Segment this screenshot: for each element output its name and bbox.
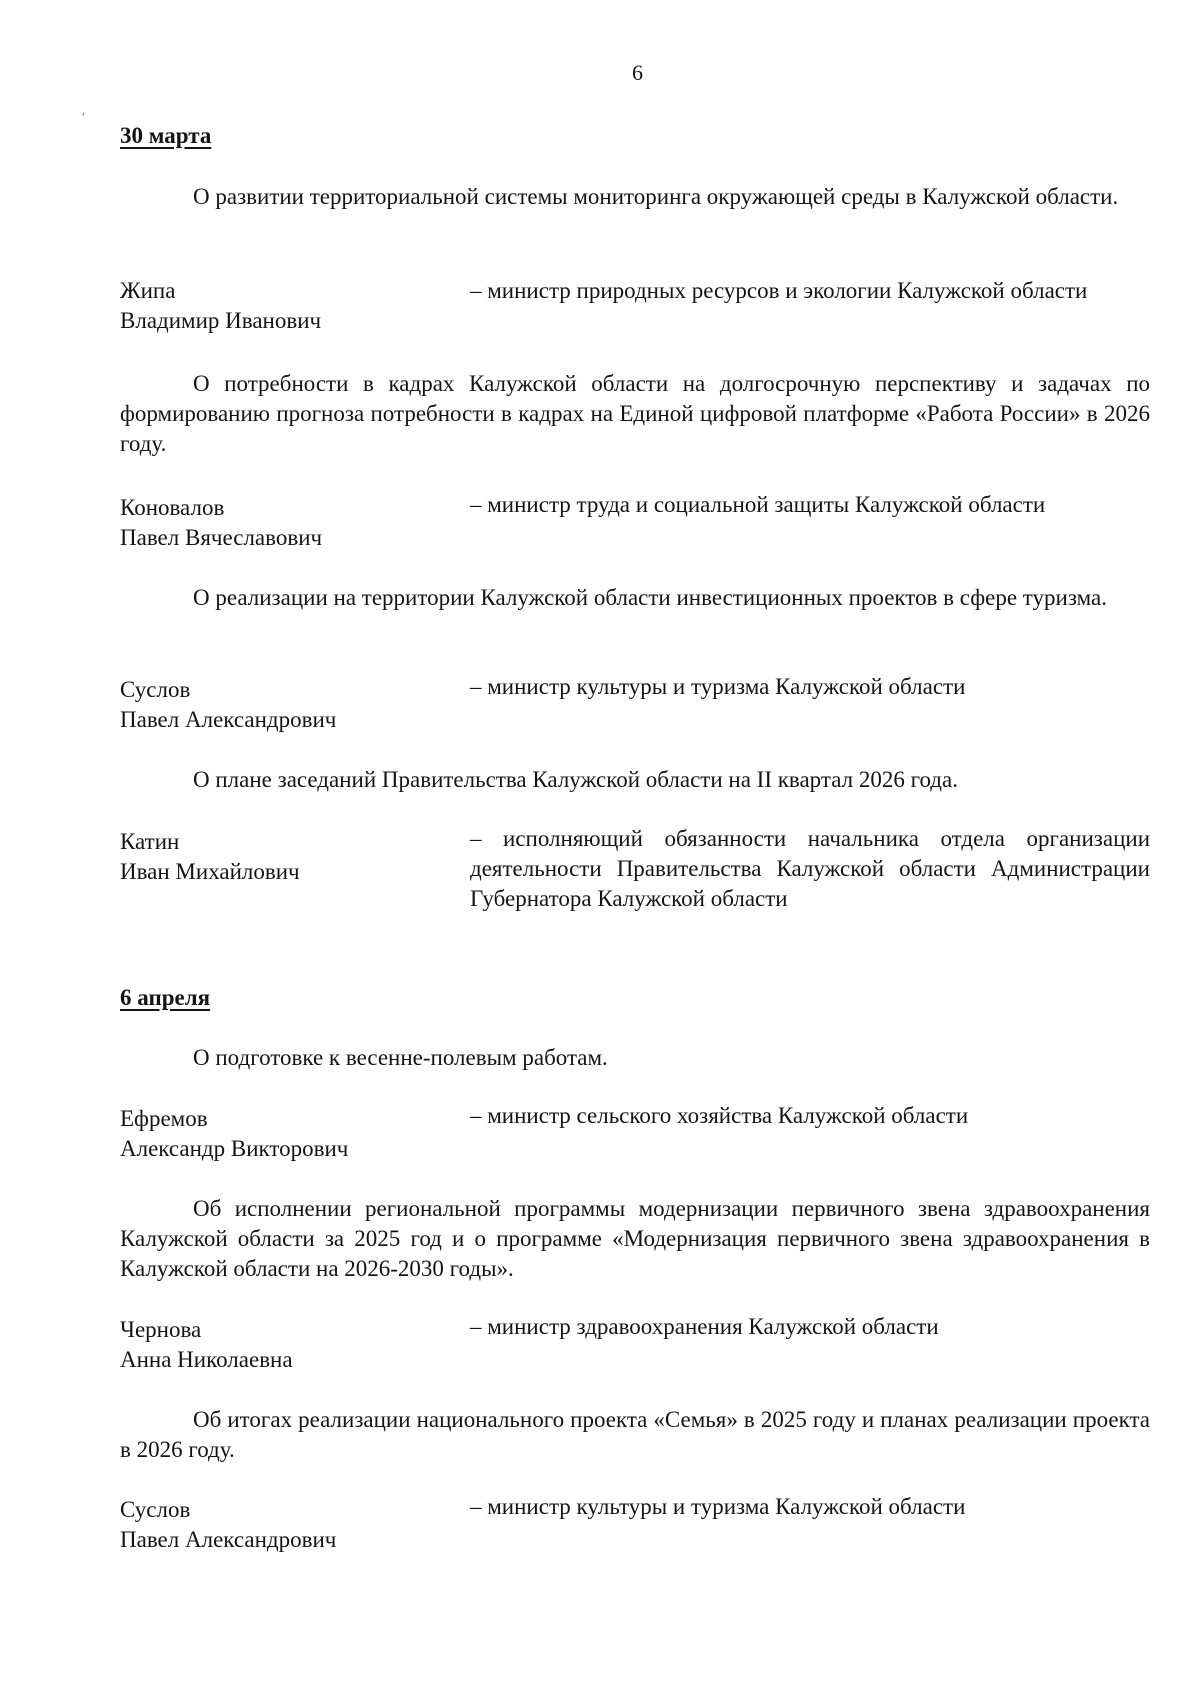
speaker-surname: Суслов xyxy=(120,1497,191,1522)
speaker-surname: Коновалов xyxy=(120,495,225,520)
section-date: 30 марта xyxy=(120,123,212,148)
speaker-role: – министр сельского хозяйства Калужской области xyxy=(470,1103,969,1128)
speaker-role: – министр природных ресурсов и экологии Калужской области xyxy=(470,278,1088,303)
speaker-name: Павел Александрович xyxy=(120,1527,337,1552)
speaker-role: – министр здравоохранения Калужской области xyxy=(470,1314,939,1339)
speaker-name: Иван Михайлович xyxy=(120,859,300,884)
agenda-topic: О реализации на территории Калужской области инвестиционных проектов в сфере туризма. xyxy=(193,585,1107,610)
agenda-topic: Об итогах реализации национального проекта «Семья» в 2025 году и планах реализации проекта в 2026 году. xyxy=(120,1407,1150,1462)
speaker-role: – министр культуры и туризма Калужской области xyxy=(470,674,966,699)
speaker-surname: Суслов xyxy=(120,677,191,702)
speaker-role: – исполняющий обязанности начальника отдела организации деятельности Правительства Калужской области Администрации Губернатора Калужской области xyxy=(470,826,1150,911)
agenda-topic: О потребности в кадрах Калужской области на долгосрочную перспективу и задачах по формированию прогноза потребности в кадрах на Единой цифровой платформе «Работа России» в 2026 году. xyxy=(120,371,1150,456)
speaker-surname: Катин xyxy=(120,829,180,854)
speaker-surname: Ефремов xyxy=(120,1106,208,1131)
agenda-topic: О плане заседаний Правительства Калужской области на II квартал 2026 года. xyxy=(193,767,958,792)
agenda-topic: Об исполнении региональной программы модернизации первичного звена здравоохранения Калужской области за 2025 год и о программе «Модернизация первичного звена здравоохранения в Калужской области на 2026-2030 годы». xyxy=(120,1196,1150,1281)
speaker-name: Владимир Иванович xyxy=(120,308,322,333)
speaker-role: – министр культуры и туризма Калужской области xyxy=(470,1494,966,1519)
speaker-surname: Жипа xyxy=(120,278,176,303)
speaker-name: Анна Николаевна xyxy=(120,1347,293,1372)
agenda-topic: О подготовке к весенне-полевым работам. xyxy=(193,1045,608,1070)
speaker-surname: Чернова xyxy=(120,1317,202,1342)
section-date: 6 апреля xyxy=(120,985,211,1010)
speaker-name: Павел Александрович xyxy=(120,707,337,732)
scan-mark: ' xyxy=(82,111,85,126)
agenda-topic: О развитии территориальной системы мониторинга окружающей среды в Калужской области. xyxy=(193,184,1119,209)
page-number: 6 xyxy=(632,60,643,85)
speaker-name: Александр Викторович xyxy=(120,1136,349,1161)
speaker-name: Павел Вячеславович xyxy=(120,525,323,550)
speaker-role: – министр труда и социальной защиты Калужской области xyxy=(470,492,1046,517)
